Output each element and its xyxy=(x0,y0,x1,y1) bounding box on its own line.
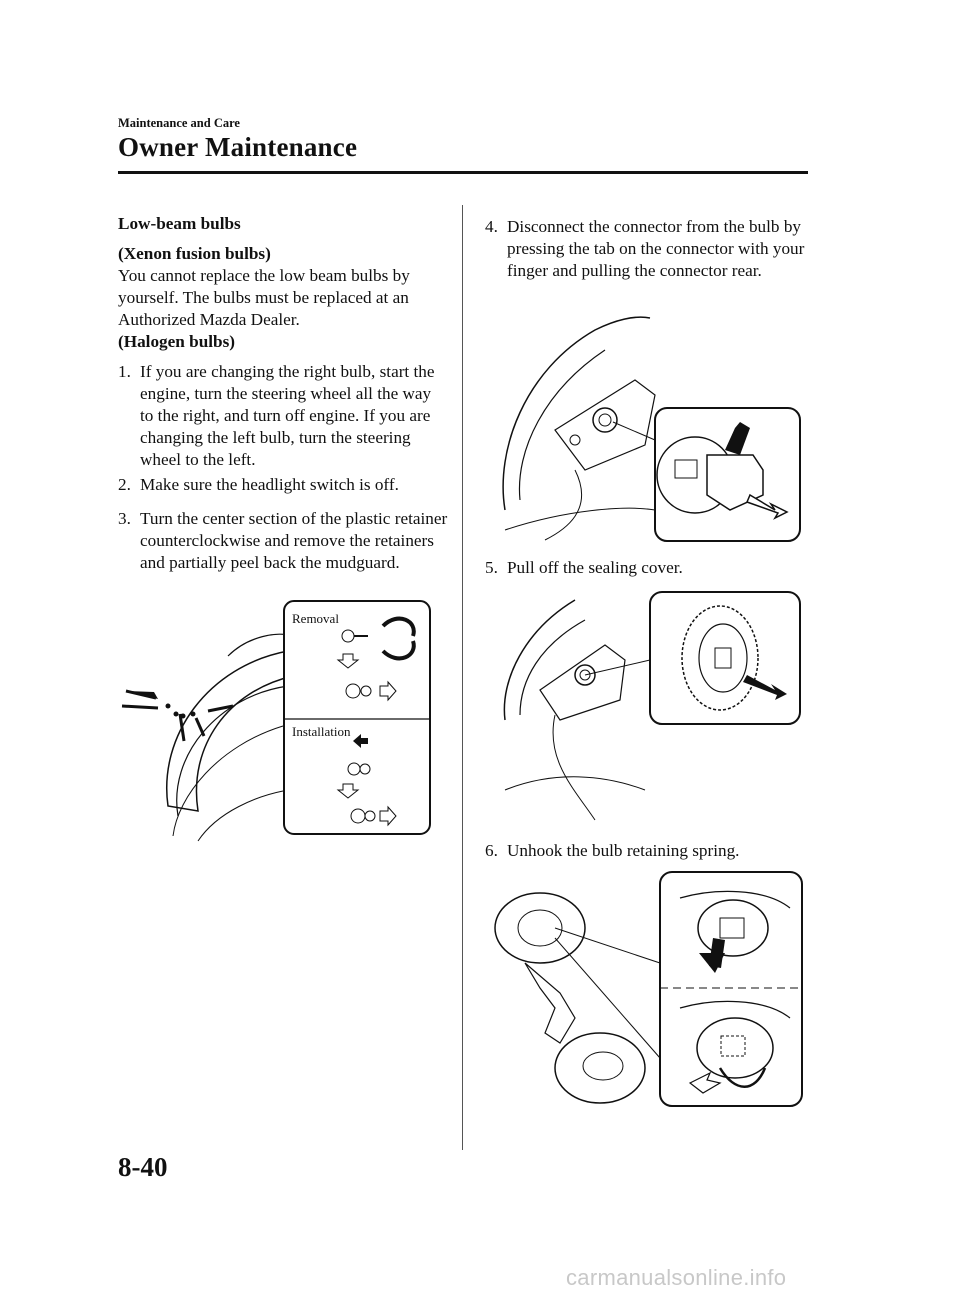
step-4 xyxy=(485,216,815,282)
page-number: 8-40 xyxy=(118,1152,168,1182)
step-number: 3. xyxy=(118,509,131,528)
connector-figure xyxy=(485,310,805,545)
retaining-spring-figure xyxy=(485,868,805,1110)
halogen-heading: (Halogen bulbs) xyxy=(118,332,235,351)
step-number: 2. xyxy=(118,475,131,494)
xenon-heading: (Xenon fusion bulbs) xyxy=(118,244,271,263)
step-2 xyxy=(118,474,448,496)
step-3 xyxy=(118,508,448,574)
step-text: Turn the center section of the plastic retainer counterclockwise and remove the retainers and partially peel back the mudguard. xyxy=(140,509,448,572)
step-1 xyxy=(118,361,448,471)
step-5 xyxy=(485,557,815,579)
step-number: 6. xyxy=(485,841,498,860)
step-text: Pull off the sealing cover. xyxy=(507,558,683,577)
step-number: 1. xyxy=(118,362,131,381)
step-text: Unhook the bulb retaining spring. xyxy=(507,841,740,860)
column-divider xyxy=(462,205,463,1150)
mudguard-retainer-figure xyxy=(118,596,438,846)
step-number: 5. xyxy=(485,558,498,577)
removal-label: Removal xyxy=(292,611,339,626)
step-text: Make sure the headlight switch is off. xyxy=(140,475,399,494)
step-6 xyxy=(485,840,815,862)
step-text: If you are changing the right bulb, start the engine, turn the steering wheel all the way to the right, and turn off engine. If you are changing the left bulb, turn the steering wheel to the left. xyxy=(140,362,435,469)
page-title: Owner Maintenance xyxy=(118,132,358,162)
step-number: 4. xyxy=(485,217,498,236)
installation-label: Installation xyxy=(292,724,351,739)
sealing-cover-figure xyxy=(485,590,805,830)
step-text: Disconnect the connector from the bulb by pressing the tab on the connector with your finger and pulling the connector rear. xyxy=(507,217,805,280)
header-rule xyxy=(118,171,808,174)
xenon-text: You cannot replace the low beam bulbs by yourself. The bulbs must be replaced at an Authorized Mazda Dealer. xyxy=(118,266,410,329)
section-label: Maintenance and Care xyxy=(118,116,240,130)
watermark: carmanualsonline.info xyxy=(566,1265,787,1290)
low-beam-heading: Low-beam bulbs xyxy=(118,214,241,233)
